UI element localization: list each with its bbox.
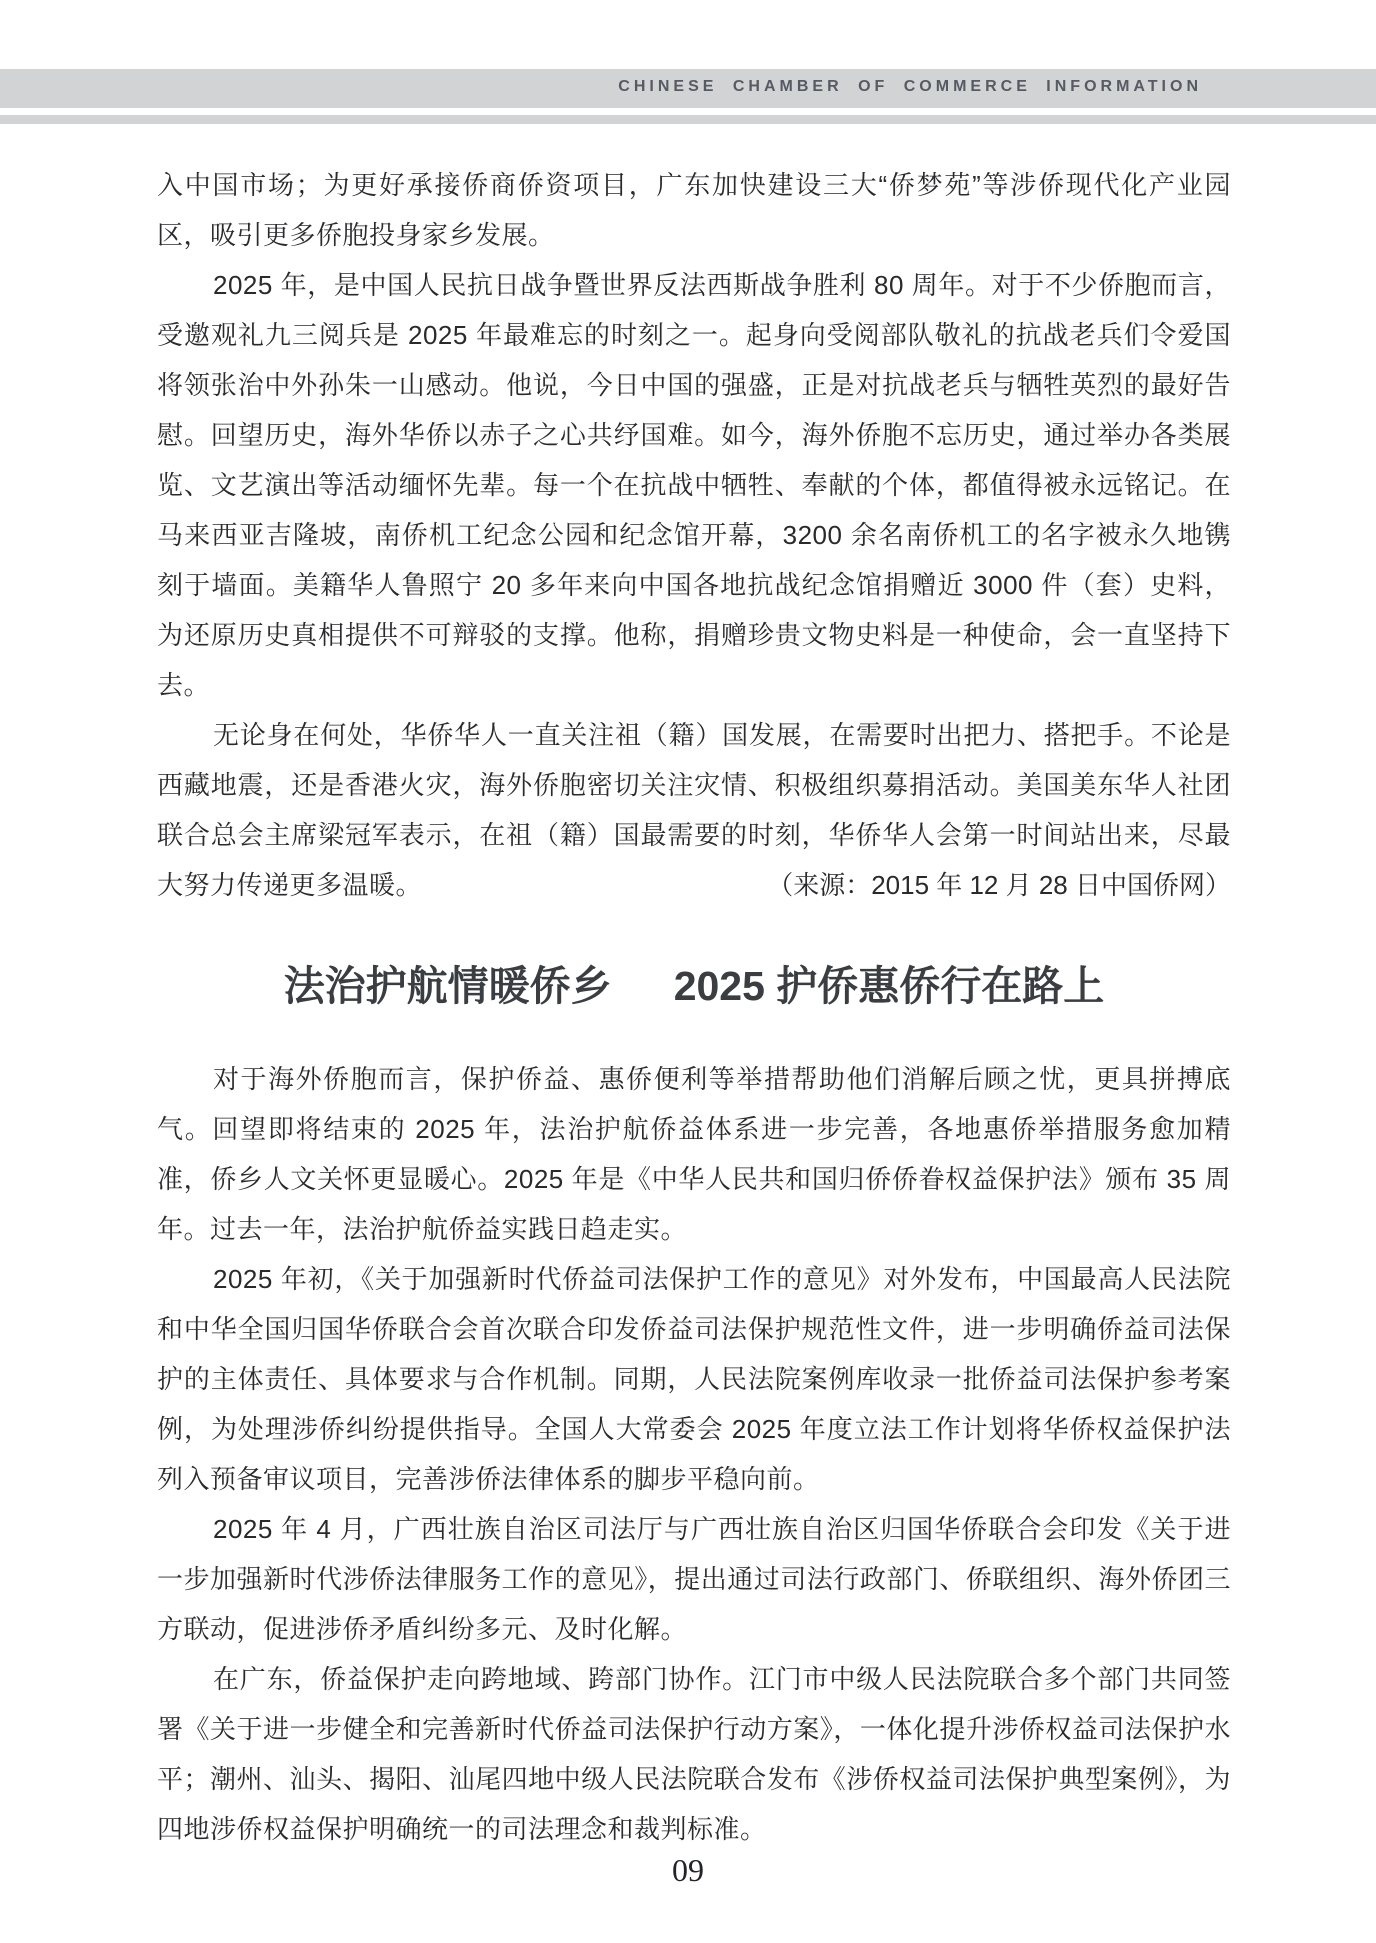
body-paragraph: 2025 年 4 月，广西壮族自治区司法厅与广西壮族自治区归国华侨联合会印发《关于进一步加强新时代涉侨法律服务工作的意见》，提出通过司法行政部门、侨联组织、海外侨团三方联动，促进涉侨矛盾纠纷多元、及时化解。 <box>157 1514 1231 1644</box>
article-title-right: 2025 护侨惠侨行在路上 <box>673 963 1105 1009</box>
header-banner-strip <box>0 115 1376 124</box>
body-paragraph: 2025 年初，《关于加强新时代侨益司法保护工作的意见》对外发布，中国最高人民法院和中华全国归国华侨联合会首次联合印发侨益司法保护规范性文件，进一步明确侨益司法保护的主体责任、具体要求与合作机制。同期，人民法院案例库收录一批侨益司法保护参考案例，为处理涉侨纠纷提供指导。全国人大常委会 2025 年度立法工作计划将华侨权益保护法列入预备审议项目，完善涉侨法律体系的脚步平稳向前。 <box>157 1264 1231 1494</box>
body-paragraph: 入中国市场；为更好承接侨商侨资项目，广东加快建设三大“侨梦苑”等涉侨现代化产业园区，吸引更多侨胞投身家乡发展。 <box>157 170 1231 250</box>
body-paragraph: 2025 年，是中国人民抗日战争暨世界反法西斯战争胜利 80 周年。对于不少侨胞而言，受邀观礼九三阅兵是 2025 年最难忘的时刻之一。起身向受阅部队敬礼的抗战老兵们令爱国将领张治中外孙朱一山感动。他说，今日中国的强盛，正是对抗战老兵与牺牲英烈的最好告慰。回望历史，海外华侨以赤子之心共纾国难。如今，海外侨胞不忘历史，通过举办各类展览、文艺演出等活动缅怀先辈。每一个在抗战中牺牲、奉献的个体，都值得被永远铭记。在马来西亚吉隆坡，南侨机工纪念公园和纪念馆开幕，3200 余名南侨机工的名字被永久地镌刻于墙面。美籍华人鲁照宁 20 多年来向中国各地抗战纪念馆捐赠近 3000 件（套）史料，为还原历史真相提供不可辩驳的支撑。他称，捐赠珍贵文物史料是一种使命，会一直坚持下去。 <box>157 270 1231 700</box>
article-title-left: 法治护航情暖侨乡 <box>283 963 612 1009</box>
body-paragraph: 无论身在何处，华侨华人一直关注祖（籍）国发展，在需要时出把力、搭把手。不论是西藏地震，还是香港火灾，海外侨胞密切关注灾情、积极组织募捐活动。美国美东华人社团联合总会主席梁冠军表示，在祖（籍）国最需要的时刻，华侨华人会第一时间站出来，尽最大努力传递更多温暖。 <box>157 720 1231 900</box>
header-banner-title: CHINESE CHAMBER OF COMMERCE INFORMATION <box>618 78 1202 95</box>
body-paragraph: 对于海外侨胞而言，保护侨益、惠侨便利等举措帮助他们消解后顾之忧，更具拼搏底气。回望即将结束的 2025 年，法治护航侨益体系进一步完善，各地惠侨举措服务愈加精准，侨乡人文关怀更显暖心。2025 年是《中华人民共和国归侨侨眷权益保护法》颁布 35 周年。过去一年，法治护航侨益实践日趋走实。 <box>157 1064 1231 1244</box>
page-number: 09 <box>672 1852 704 1888</box>
page-content <box>157 160 1231 1854</box>
body-paragraph: 在广东，侨益保护走向跨地域、跨部门协作。江门市中级人民法院联合多个部门共同签署《关于进一步健全和完善新时代侨益司法保护行动方案》，一体化提升涉侨权益司法保护水平；潮州、汕头、揭阳、汕尾四地中级人民法院联合发布《涉侨权益司法保护典型案例》，为四地涉侨权益保护明确统一的司法理念和裁判标准。 <box>157 1664 1231 1844</box>
header-banner-bar <box>0 69 1376 108</box>
article-title <box>157 958 1231 1014</box>
source-credit: （来源：2015 年 12 月 28 日中国侨网） <box>767 870 1231 900</box>
